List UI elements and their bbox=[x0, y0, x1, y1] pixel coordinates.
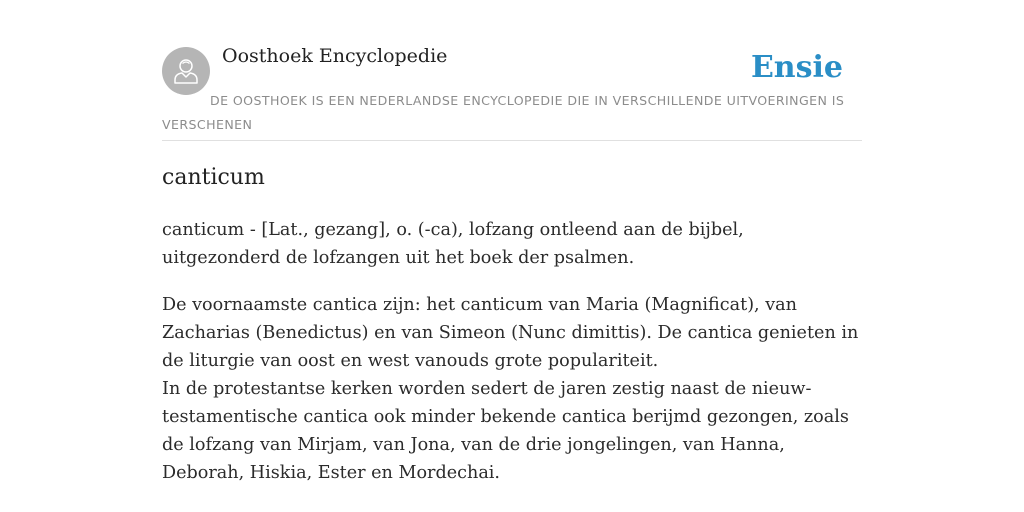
article-paragraph-2 bbox=[162, 291, 862, 487]
page-title: canticum bbox=[162, 165, 265, 190]
user-icon bbox=[172, 56, 200, 86]
brand-logo[interactable]: Ensie bbox=[750, 50, 843, 85]
avatar[interactable] bbox=[162, 47, 210, 95]
header bbox=[162, 0, 862, 141]
site-tagline: DE OOSTHOEK IS EEN NEDERLANDSE ENCYCLOPEDIE DIE IN VERSCHILLENDE UITVOERINGEN IS VERSCHENEN bbox=[162, 93, 845, 132]
content-container bbox=[162, 0, 862, 483]
article-paragraph-2-line-2: In de protestantse kerken worden sedert de jaren zestig naast de nieuw-testamentische cantica ook minder bekende cantica berijmd gezongen, zoals de lofzang van Mirjam, van Jona, van de drie jongelingen, van Hanna, Deborah, Hiskia, Ester en Mordechai. bbox=[162, 379, 849, 483]
site-name[interactable]: Oosthoek Encyclopedie bbox=[222, 45, 448, 67]
article-paragraph-2-line-1: De voornaamste cantica zijn: het canticum van Maria (Magnificat), van Zacharias (Benedictus) en van Simeon (Nunc dimittis). De cantica genieten in de liturgie van oost en west vanouds grote populariteit. bbox=[162, 295, 859, 371]
article-paragraph-1: canticum - [Lat., gezang], o. (-ca), lofzang ontleend aan de bijbel, uitgezonderd de lofzangen uit het boek der psalmen. bbox=[162, 220, 744, 268]
